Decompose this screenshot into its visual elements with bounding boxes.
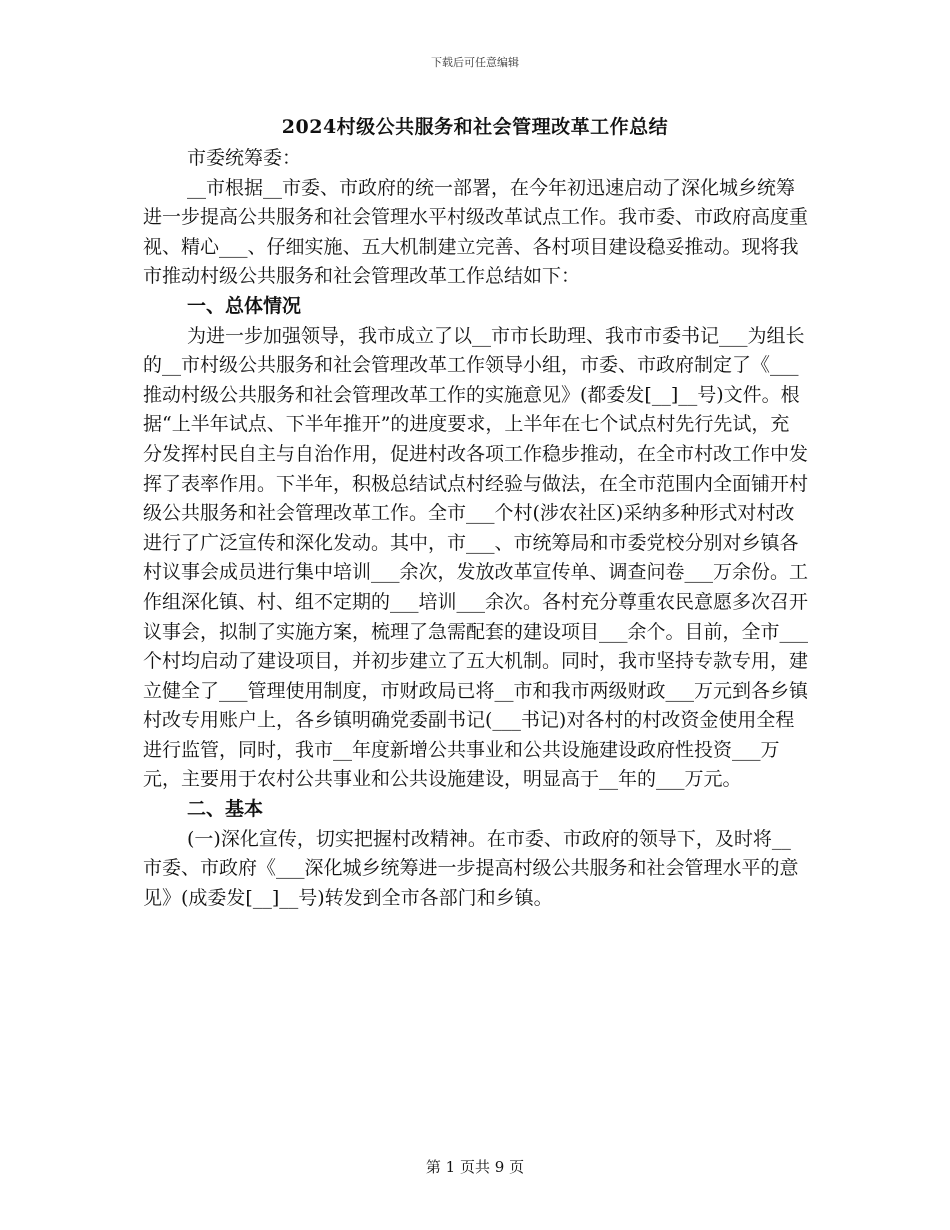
paragraph-publicity: (一)深化宣传，切实把握村改精神。在市委、市政府的领导下，及时将__市委、市政府《___深化城乡统筹进一步提高村级公共服务和社会管理水平的意见》(成委发[__]__号)转发到全市各部门和乡镇。 <box>143 827 799 909</box>
section-heading-basic: 二、基本 <box>187 798 264 821</box>
section-heading-overview: 一、总体情况 <box>187 294 302 317</box>
salutation: 市委统筹委： <box>187 147 302 169</box>
paragraph-intro: __市根据__市委、市政府的统一部署，在今年初迅速启动了深化城乡统筹进一步提高公共服务和社会管理水平村级改革试点工作。我市委、市政府高度重视、精心___、仔细实施、五大机制建立完善、各村项目建设稳妥推动。现将我市推动村级公共服务和社会管理改革工作总结如下： <box>143 176 809 288</box>
document-title: 2024村级公共服务和社会管理改革工作总结 <box>281 116 669 138</box>
page-header-note: 下载后可任意编辑 <box>431 56 519 69</box>
document-body <box>143 144 808 913</box>
paragraph-overview: 为进一步加强领导，我市成立了以__市市长助理、我市市委书记___为组长的__市村级公共服务和社会管理改革工作领导小组，市委、市政府制定了《___推动村级公共服务和社会管理改革工作的实施意见》(都委发[__]__号)文件。根据“上半年试点、下半年推开”的进度要求，上半年在七个试点村先行先试，充分发挥村民自主与自治作用，促进村改各项工作稳步推动，在全市村改工作中发挥了表率作用。下半年，积极总结试点村经验与做法，在全市范围内全面铺开村级公共服务和社会管理改革工作。全市___个村(涉农社区)采纳多种形式对村改进行了广泛宣传和深化发动。其中，市___、市统筹局和市委党校分别对乡镇各村议事会成员进行集中培训___余次，发放改革宣传单、调查问卷___万余份。工作组深化镇、村、组不定期的___培训___余次。各村充分尊重农民意愿多次召开议事会，拟制了实施方案，梳理了急需配套的建设项目___余个。目前，全市___个村均启动了建设项目，并初步建立了五大机制。同时，我市坚持专款专用，建立健全了___管理使用制度，市财政局已将__市和我市两级财政___万元到各乡镇村改专用账户上，各乡镇明确党委副书记(___书记)对各村的村改资金使用全程进行监管，同时，我市__年度新增公共事业和公共设施建设政府性投资___万元，主要用于农村公共事业和公共设施建设，明显高于__年的___万元。 <box>143 324 809 791</box>
page-number: 第 1 页共 9 页 <box>425 1158 525 1176</box>
